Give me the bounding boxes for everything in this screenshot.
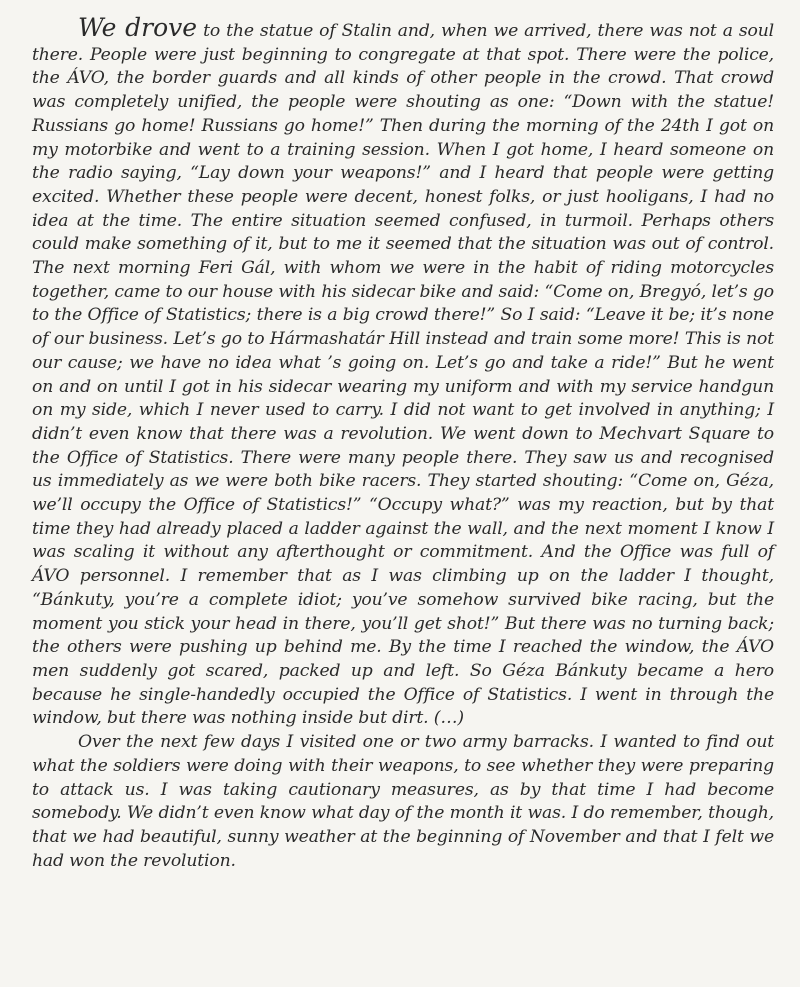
paragraph-lead: We drove <box>78 13 198 42</box>
paragraph-1 <box>32 13 775 731</box>
paragraph-2: Over the next few days I visited one or two army barracks. I wanted to find out what the soldiers were doing with their weapons, to see whether they were preparing to attack us. I was taking cautionary measures, as by that time I had become somebody. We didn’t even know what day of the month it was. I do remember, though, that we had beautiful, sunny weather at the beginning of November and that I felt we had won the revolution. <box>32 732 774 871</box>
body-text <box>32 13 775 873</box>
paragraph-1-body: to the statue of Stalin and, when we arrived, there was not a soul there. People were just beginning to congregate at that spot. There were the police, the ÁVO, the border guards and all kinds of other people in the crowd. That crowd was completely unified, the people were shouting as one: “Down with the statue! Russians go home! Russians go home!” Then during the morning of the 24th I got on my motorbike and went to a training session. When I got home, I heard someone on the radio saying, “Lay down your weapons!” and I heard that people were getting excited. Whether these people were decent, honest folks, or just hooligans, I had no idea at the time. The entire situation seemed confused, in turmoil. Perhaps others could make something of it, but to me it seemed that the situation was out of control. The next morning Feri Gál, with whom we were in the habit of riding motorcycles together, came to our house with his sidecar bike and said: “Come on, Bregyó, let’s go to the Office of Statistics; there is a big crowd there!” So I said: “Leave it be; it’s none of our business. Let’s go to Hármashatár Hill instead and train some more! This is not our cause; we have no idea what ’s going on. Let’s go and take a ride!” But he went on and on until I got in his sidecar wearing my uniform and with my service handgun on my side, which I never used to carry. I did not want to get involved in anything; I didn’t even know that there was a revolution. We went down to Mechvart Square to the Office of Statistics. There were many people there. They saw us and recognised us immediately as we were both bike racers. They started shouting: “Come on, Géza, we’ll occupy the Office of Statistics!” “Occupy what?” was my reaction, but by that time they had already placed a ladder against the wall, and the next moment I know I was scaling it without any afterthought or commitment. And the Office was full of ÁVO personnel. I remember that as I was climbing up on the ladder I thought, “Bánkuty, you’re a complete idiot; you’ve somehow survived bike racing, but the moment you stick your head in there, you’ll get shot!” But there was no turning back; the others were pushing up behind me. By the time I reached the window, the ÁVO men suddenly got scared, packed up and left. So Géza Bánkuty became a hero because he single-handedly occupied the Office of Statistics. I went in through the window, but there was nothing inside but dirt. (…) <box>32 21 775 729</box>
